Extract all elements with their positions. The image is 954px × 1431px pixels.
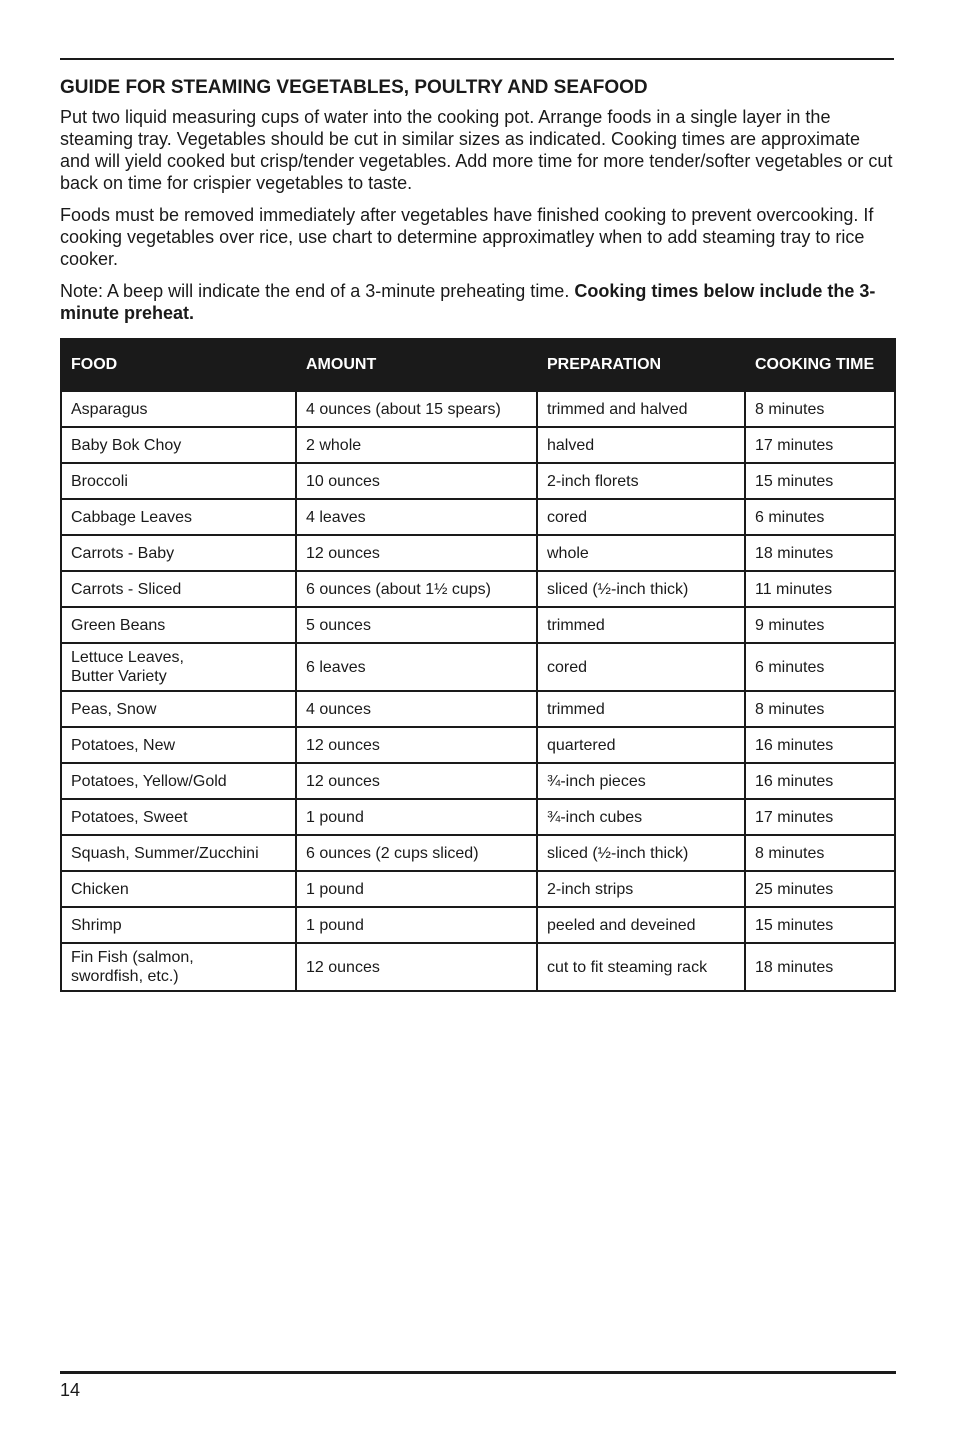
cooking-time-cell: 8 minutes	[745, 835, 895, 871]
food-cell: Potatoes, New	[61, 727, 296, 763]
table-header-row	[61, 339, 895, 391]
header-food: FOOD	[61, 339, 296, 391]
table-row	[61, 907, 895, 943]
preparation-cell: cored	[537, 643, 745, 691]
amount-cell: 4 ounces (about 15 spears)	[296, 391, 537, 427]
page-title: GUIDE FOR STEAMING VEGETABLES, POULTRY AND SEAFOOD	[60, 77, 648, 98]
preparation-cell: ¾-inch pieces	[537, 763, 745, 799]
amount-cell: 1 pound	[296, 871, 537, 907]
amount-cell: 12 ounces	[296, 535, 537, 571]
amount-cell: 4 leaves	[296, 499, 537, 535]
preparation-cell: cut to fit steaming rack	[537, 943, 745, 991]
food-cell: Shrimp	[61, 907, 296, 943]
food-cell: Cabbage Leaves	[61, 499, 296, 535]
table-row	[61, 499, 895, 535]
amount-cell: 12 ounces	[296, 943, 537, 991]
cooking-time-cell: 8 minutes	[745, 391, 895, 427]
preheat-note	[60, 280, 894, 324]
cooking-time-cell: 15 minutes	[745, 463, 895, 499]
amount-cell: 1 pound	[296, 907, 537, 943]
cooking-time-cell: 9 minutes	[745, 607, 895, 643]
preparation-cell: ¾-inch cubes	[537, 799, 745, 835]
cooking-time-cell: 11 minutes	[745, 571, 895, 607]
cooking-time-cell: 16 minutes	[745, 763, 895, 799]
cooking-time-cell: 18 minutes	[745, 943, 895, 991]
cooking-time-cell: 6 minutes	[745, 499, 895, 535]
table-row	[61, 691, 895, 727]
header-cooking-time: COOKING TIME	[745, 339, 895, 391]
table-body	[61, 391, 895, 991]
header-amount: AMOUNT	[296, 339, 537, 391]
food-cell: Carrots - Sliced	[61, 571, 296, 607]
preparation-cell: peeled and deveined	[537, 907, 745, 943]
food-cell: Carrots - Baby	[61, 535, 296, 571]
amount-cell: 10 ounces	[296, 463, 537, 499]
food-cell: Peas, Snow	[61, 691, 296, 727]
table-row	[61, 427, 895, 463]
food-cell: Green Beans	[61, 607, 296, 643]
preparation-cell: sliced (½-inch thick)	[537, 571, 745, 607]
amount-cell: 1 pound	[296, 799, 537, 835]
cooking-time-cell: 18 minutes	[745, 535, 895, 571]
preparation-cell: trimmed	[537, 607, 745, 643]
amount-cell: 12 ounces	[296, 727, 537, 763]
amount-cell: 5 ounces	[296, 607, 537, 643]
preparation-cell: sliced (½-inch thick)	[537, 835, 745, 871]
note-text: Note: A beep will indicate the end of a 3-minute preheating time.	[60, 281, 575, 301]
preparation-cell: halved	[537, 427, 745, 463]
page-content	[60, 76, 894, 992]
preparation-cell: trimmed	[537, 691, 745, 727]
removal-paragraph: Foods must be removed immediately after vegetables have finished cooking to prevent overcooking. If cooking vegetables over rice, use chart to determine approximatley when to add steaming tray to rice cooker.	[60, 205, 874, 269]
table-row	[61, 571, 895, 607]
amount-cell: 6 leaves	[296, 643, 537, 691]
food-cell: Chicken	[61, 871, 296, 907]
header-preparation: PREPARATION	[537, 339, 745, 391]
note-bold-text: Cooking times below include the 3-minute preheat.	[60, 281, 876, 323]
food-cell: Broccoli	[61, 463, 296, 499]
table-row	[61, 871, 895, 907]
amount-cell: 6 ounces (about 1½ cups)	[296, 571, 537, 607]
amount-cell: 2 whole	[296, 427, 537, 463]
table-row	[61, 943, 895, 991]
table-row	[61, 799, 895, 835]
food-cell: Potatoes, Yellow/Gold	[61, 763, 296, 799]
bottom-rule	[60, 1371, 896, 1374]
table-row	[61, 607, 895, 643]
top-rule	[60, 58, 894, 60]
cooking-time-cell: 16 minutes	[745, 727, 895, 763]
page-number: 14	[60, 1380, 81, 1400]
intro-paragraph: Put two liquid measuring cups of water into the cooking pot. Arrange foods in a single layer in the steaming tray. Vegetables should be cut in similar sizes as indicated. Cooking times are approximate and will yield cooked but crisp/tender vegetables. Add more time for more tender/softer vegetables or cut back on time for crispier vegetables to taste.	[60, 107, 893, 193]
steaming-guide-table	[60, 338, 896, 992]
preparation-cell: 2-inch florets	[537, 463, 745, 499]
food-cell: Asparagus	[61, 391, 296, 427]
table-row	[61, 835, 895, 871]
food-cell: Baby Bok Choy	[61, 427, 296, 463]
cooking-time-cell: 17 minutes	[745, 427, 895, 463]
amount-cell: 12 ounces	[296, 763, 537, 799]
preparation-cell: cored	[537, 499, 745, 535]
cooking-time-cell: 17 minutes	[745, 799, 895, 835]
table-row	[61, 391, 895, 427]
food-cell: Fin Fish (salmon, swordfish, etc.)	[61, 943, 296, 991]
cooking-time-cell: 25 minutes	[745, 871, 895, 907]
cooking-time-cell: 6 minutes	[745, 643, 895, 691]
food-cell: Lettuce Leaves, Butter Variety	[61, 643, 296, 691]
table-row	[61, 463, 895, 499]
food-cell: Squash, Summer/Zucchini	[61, 835, 296, 871]
preparation-cell: whole	[537, 535, 745, 571]
table-row	[61, 643, 895, 691]
preparation-cell: quartered	[537, 727, 745, 763]
food-cell: Potatoes, Sweet	[61, 799, 296, 835]
cooking-time-cell: 15 minutes	[745, 907, 895, 943]
preparation-cell: 2-inch strips	[537, 871, 745, 907]
table-row	[61, 535, 895, 571]
preparation-cell: trimmed and halved	[537, 391, 745, 427]
table-row	[61, 763, 895, 799]
cooking-time-cell: 8 minutes	[745, 691, 895, 727]
amount-cell: 4 ounces	[296, 691, 537, 727]
table-row	[61, 727, 895, 763]
amount-cell: 6 ounces (2 cups sliced)	[296, 835, 537, 871]
